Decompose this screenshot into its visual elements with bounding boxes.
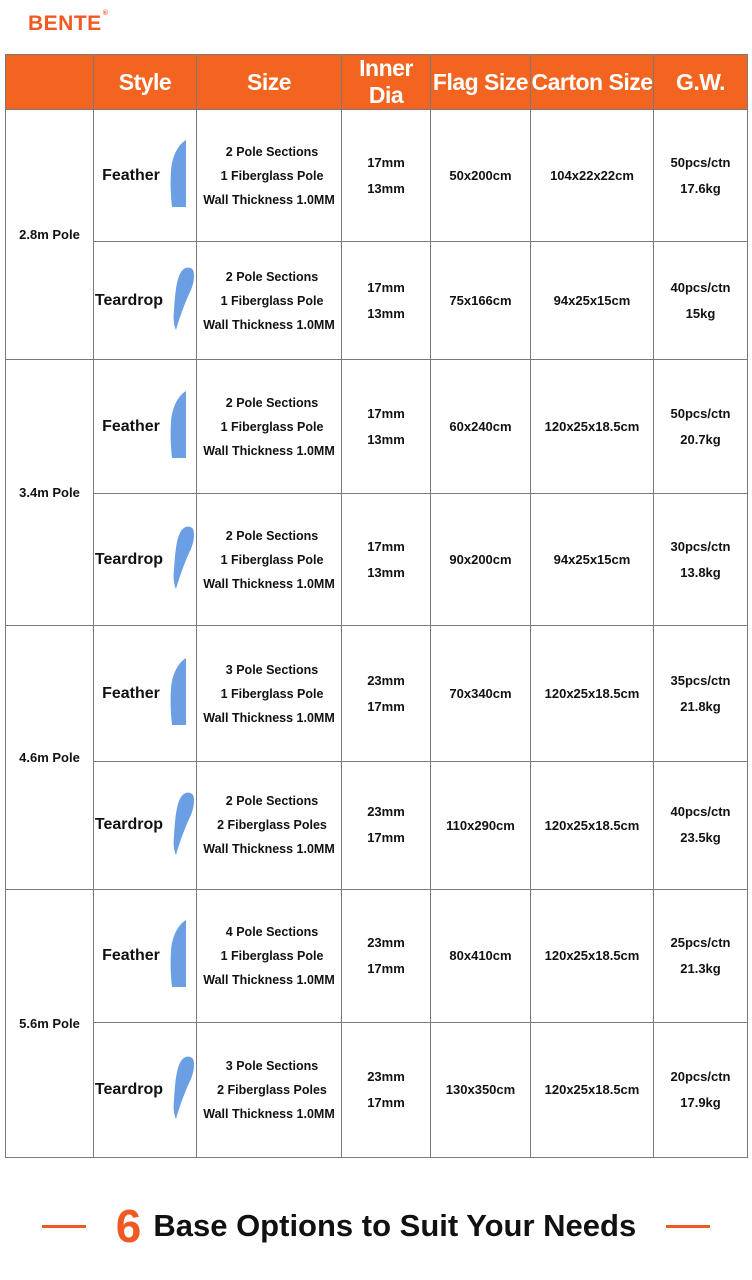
inner-dia-value: 23mm xyxy=(367,934,405,950)
inner-dia-cell xyxy=(342,626,431,761)
inner-dia-cell xyxy=(342,1022,431,1157)
inner-dia-value: 17mm xyxy=(367,830,405,846)
header-inner-dia: Inner Dia xyxy=(342,55,431,110)
flag-size-cell xyxy=(431,889,531,1022)
carton-size-value: 120x25x18.5cm xyxy=(544,686,640,702)
inner-dia-value: 17mm xyxy=(367,538,405,554)
size-line: 4 Pole Sections xyxy=(225,924,319,939)
feather-flag-icon xyxy=(170,139,188,212)
pole-length-cell xyxy=(6,889,94,1157)
feather-flag-icon xyxy=(170,390,188,463)
flag-size-value: 50x200cm xyxy=(449,168,512,184)
style-label: Teardrop xyxy=(94,1080,164,1098)
inner-dia-value: 17mm xyxy=(367,154,405,170)
inner-dia-cell xyxy=(342,761,431,889)
spec-table xyxy=(5,54,748,1158)
carton-size-cell xyxy=(531,360,654,494)
size-line: Wall Thickness 1.0MM xyxy=(203,317,335,332)
table-row xyxy=(6,110,748,242)
flag-size-value: 130x350cm xyxy=(445,1082,516,1098)
pole-length-label: 2.8m Pole xyxy=(19,227,80,243)
size-line: Wall Thickness 1.0MM xyxy=(203,192,335,207)
right-dash xyxy=(666,1225,710,1228)
gw-cell xyxy=(654,889,748,1022)
gw-value: 13.8kg xyxy=(680,564,721,580)
teardrop-flag-icon xyxy=(173,266,195,335)
style-cell xyxy=(94,761,197,889)
size-cell xyxy=(197,110,342,242)
gw-value: 17.9kg xyxy=(680,1094,721,1110)
inner-dia-value: 13mm xyxy=(367,431,405,447)
size-line: 3 Pole Sections xyxy=(225,1058,319,1073)
carton-size-cell xyxy=(531,889,654,1022)
header-flag-size: Flag Size xyxy=(431,55,531,110)
feather-flag-icon xyxy=(170,657,188,730)
carton-size-cell xyxy=(531,494,654,626)
carton-size-cell xyxy=(531,242,654,360)
style-label: Feather xyxy=(102,946,160,964)
size-cell xyxy=(197,494,342,626)
inner-dia-value: 13mm xyxy=(367,180,405,196)
inner-dia-value: 17mm xyxy=(367,1094,405,1110)
gw-value: 15kg xyxy=(685,305,716,321)
size-line: Wall Thickness 1.0MM xyxy=(203,1106,335,1121)
table-row xyxy=(6,626,748,761)
size-line: Wall Thickness 1.0MM xyxy=(203,972,335,987)
size-line: 1 Fiberglass Pole xyxy=(220,552,324,567)
brand-name: BENTE xyxy=(28,12,102,35)
inner-dia-cell xyxy=(342,889,431,1022)
flag-size-value: 90x200cm xyxy=(449,552,512,568)
header-carton-size: Carton Size xyxy=(531,55,654,110)
style-label: Feather xyxy=(102,417,160,435)
style-cell xyxy=(94,110,197,242)
inner-dia-value: 17mm xyxy=(367,279,405,295)
flag-size-value: 110x290cm xyxy=(446,817,515,833)
size-line: Wall Thickness 1.0MM xyxy=(203,576,335,591)
pole-length-cell xyxy=(6,360,94,626)
gw-cell xyxy=(654,242,748,360)
inner-dia-value: 17mm xyxy=(367,405,405,421)
carton-size-value: 120x25x18.5cm xyxy=(544,419,640,435)
inner-dia-cell xyxy=(342,242,431,360)
flag-size-cell xyxy=(431,242,531,360)
size-cell xyxy=(197,761,342,889)
inner-dia-value: 23mm xyxy=(367,804,405,820)
carton-size-cell xyxy=(531,626,654,761)
inner-dia-cell xyxy=(342,110,431,242)
flag-size-cell xyxy=(431,110,531,242)
footer-banner xyxy=(0,1196,752,1256)
gw-value: 23.5kg xyxy=(680,830,721,846)
size-line: 2 Pole Sections xyxy=(225,144,319,159)
pole-length-cell xyxy=(6,626,94,889)
gw-cell xyxy=(654,626,748,761)
size-line: 3 Pole Sections xyxy=(225,662,319,677)
header-gw: G.W. xyxy=(654,55,748,110)
gw-value: 50pcs/ctn xyxy=(670,405,731,421)
style-cell xyxy=(94,626,197,761)
table-row xyxy=(6,889,748,1022)
brand-logo xyxy=(28,12,108,36)
style-cell xyxy=(94,242,197,360)
gw-cell xyxy=(654,110,748,242)
style-label: Feather xyxy=(102,166,160,184)
inner-dia-cell xyxy=(342,360,431,494)
style-cell xyxy=(94,360,197,494)
flag-size-value: 75x166cm xyxy=(449,293,512,309)
gw-cell xyxy=(654,1022,748,1157)
size-line: 2 Fiberglass Poles xyxy=(217,1082,327,1097)
carton-size-cell xyxy=(531,110,654,242)
gw-value: 40pcs/ctn xyxy=(670,279,731,295)
left-dash xyxy=(42,1225,86,1228)
style-cell xyxy=(94,1022,197,1157)
header-size: Size xyxy=(197,55,342,110)
flag-size-cell xyxy=(431,360,531,494)
table-row xyxy=(6,1022,748,1157)
style-label: Teardrop xyxy=(94,816,164,834)
header-style: Style xyxy=(94,55,197,110)
size-line: 2 Pole Sections xyxy=(225,528,319,543)
gw-value: 20pcs/ctn xyxy=(670,1068,731,1084)
gw-value: 25pcs/ctn xyxy=(670,934,731,950)
size-line: 1 Fiberglass Pole xyxy=(220,419,324,434)
size-line: 2 Pole Sections xyxy=(225,395,319,410)
size-line: 2 Pole Sections xyxy=(225,794,319,809)
inner-dia-cell xyxy=(342,494,431,626)
style-cell xyxy=(94,889,197,1022)
carton-size-value: 104x22x22cm xyxy=(550,168,634,184)
carton-size-cell xyxy=(531,761,654,889)
carton-size-cell xyxy=(531,1022,654,1157)
style-label: Teardrop xyxy=(94,291,164,309)
inner-dia-value: 13mm xyxy=(367,305,405,321)
pole-length-label: 3.4m Pole xyxy=(19,485,80,501)
inner-dia-value: 23mm xyxy=(367,1068,405,1084)
carton-size-value: 120x25x18.5cm xyxy=(544,948,640,964)
flag-size-cell xyxy=(431,494,531,626)
size-line: Wall Thickness 1.0MM xyxy=(203,842,335,857)
gw-cell xyxy=(654,494,748,626)
flag-size-value: 80x410cm xyxy=(449,948,512,964)
carton-size-value: 120x25x18.5cm xyxy=(544,817,640,833)
footer-number: 6 xyxy=(115,1200,142,1252)
size-line: 2 Pole Sections xyxy=(225,269,319,284)
footer-text: Base Options to Suit Your Needs xyxy=(153,1208,637,1243)
flag-size-value: 70x340cm xyxy=(449,686,512,702)
gw-value: 21.8kg xyxy=(680,698,721,714)
inner-dia-value: 13mm xyxy=(367,564,405,580)
style-cell xyxy=(94,494,197,626)
size-cell xyxy=(197,242,342,360)
carton-size-value: 94x25x15cm xyxy=(553,552,631,568)
size-line: Wall Thickness 1.0MM xyxy=(203,443,335,458)
inner-dia-value: 17mm xyxy=(367,960,405,976)
size-line: 1 Fiberglass Pole xyxy=(220,948,324,963)
gw-cell xyxy=(654,761,748,889)
size-cell xyxy=(197,626,342,761)
table-header-row xyxy=(6,55,748,110)
pole-length-cell xyxy=(6,110,94,360)
gw-value: 17.6kg xyxy=(680,180,721,196)
inner-dia-value: 17mm xyxy=(367,698,405,714)
gw-value: 50pcs/ctn xyxy=(670,154,731,170)
gw-value: 20.7kg xyxy=(680,431,721,447)
pole-length-label: 5.6m Pole xyxy=(19,1015,80,1031)
carton-size-value: 120x25x18.5cm xyxy=(544,1082,640,1098)
teardrop-flag-icon xyxy=(173,791,195,860)
header-corner xyxy=(6,55,94,110)
size-cell xyxy=(197,1022,342,1157)
flag-size-cell xyxy=(431,761,531,889)
size-line: 1 Fiberglass Pole xyxy=(220,168,324,183)
teardrop-flag-icon xyxy=(173,525,195,594)
registered-mark: ® xyxy=(102,10,109,17)
table-row xyxy=(6,242,748,360)
size-line: Wall Thickness 1.0MM xyxy=(203,710,335,725)
table-row xyxy=(6,761,748,889)
feather-flag-icon xyxy=(170,919,188,992)
gw-value: 35pcs/ctn xyxy=(670,672,731,688)
gw-cell xyxy=(654,360,748,494)
gw-value: 30pcs/ctn xyxy=(670,538,731,554)
gw-value: 21.3kg xyxy=(680,960,721,976)
flag-size-cell xyxy=(431,626,531,761)
carton-size-value: 94x25x15cm xyxy=(553,293,631,309)
size-cell xyxy=(197,360,342,494)
style-label: Feather xyxy=(102,684,160,702)
pole-length-label: 4.6m Pole xyxy=(19,750,80,766)
gw-value: 40pcs/ctn xyxy=(670,804,731,820)
flag-size-value: 60x240cm xyxy=(449,419,512,435)
size-line: 2 Fiberglass Poles xyxy=(217,818,327,833)
size-line: 1 Fiberglass Pole xyxy=(220,293,324,308)
inner-dia-value: 23mm xyxy=(367,672,405,688)
size-line: 1 Fiberglass Pole xyxy=(220,686,324,701)
table-row xyxy=(6,360,748,494)
style-label: Teardrop xyxy=(94,550,164,568)
teardrop-flag-icon xyxy=(173,1055,195,1124)
table-row xyxy=(6,494,748,626)
flag-size-cell xyxy=(431,1022,531,1157)
size-cell xyxy=(197,889,342,1022)
